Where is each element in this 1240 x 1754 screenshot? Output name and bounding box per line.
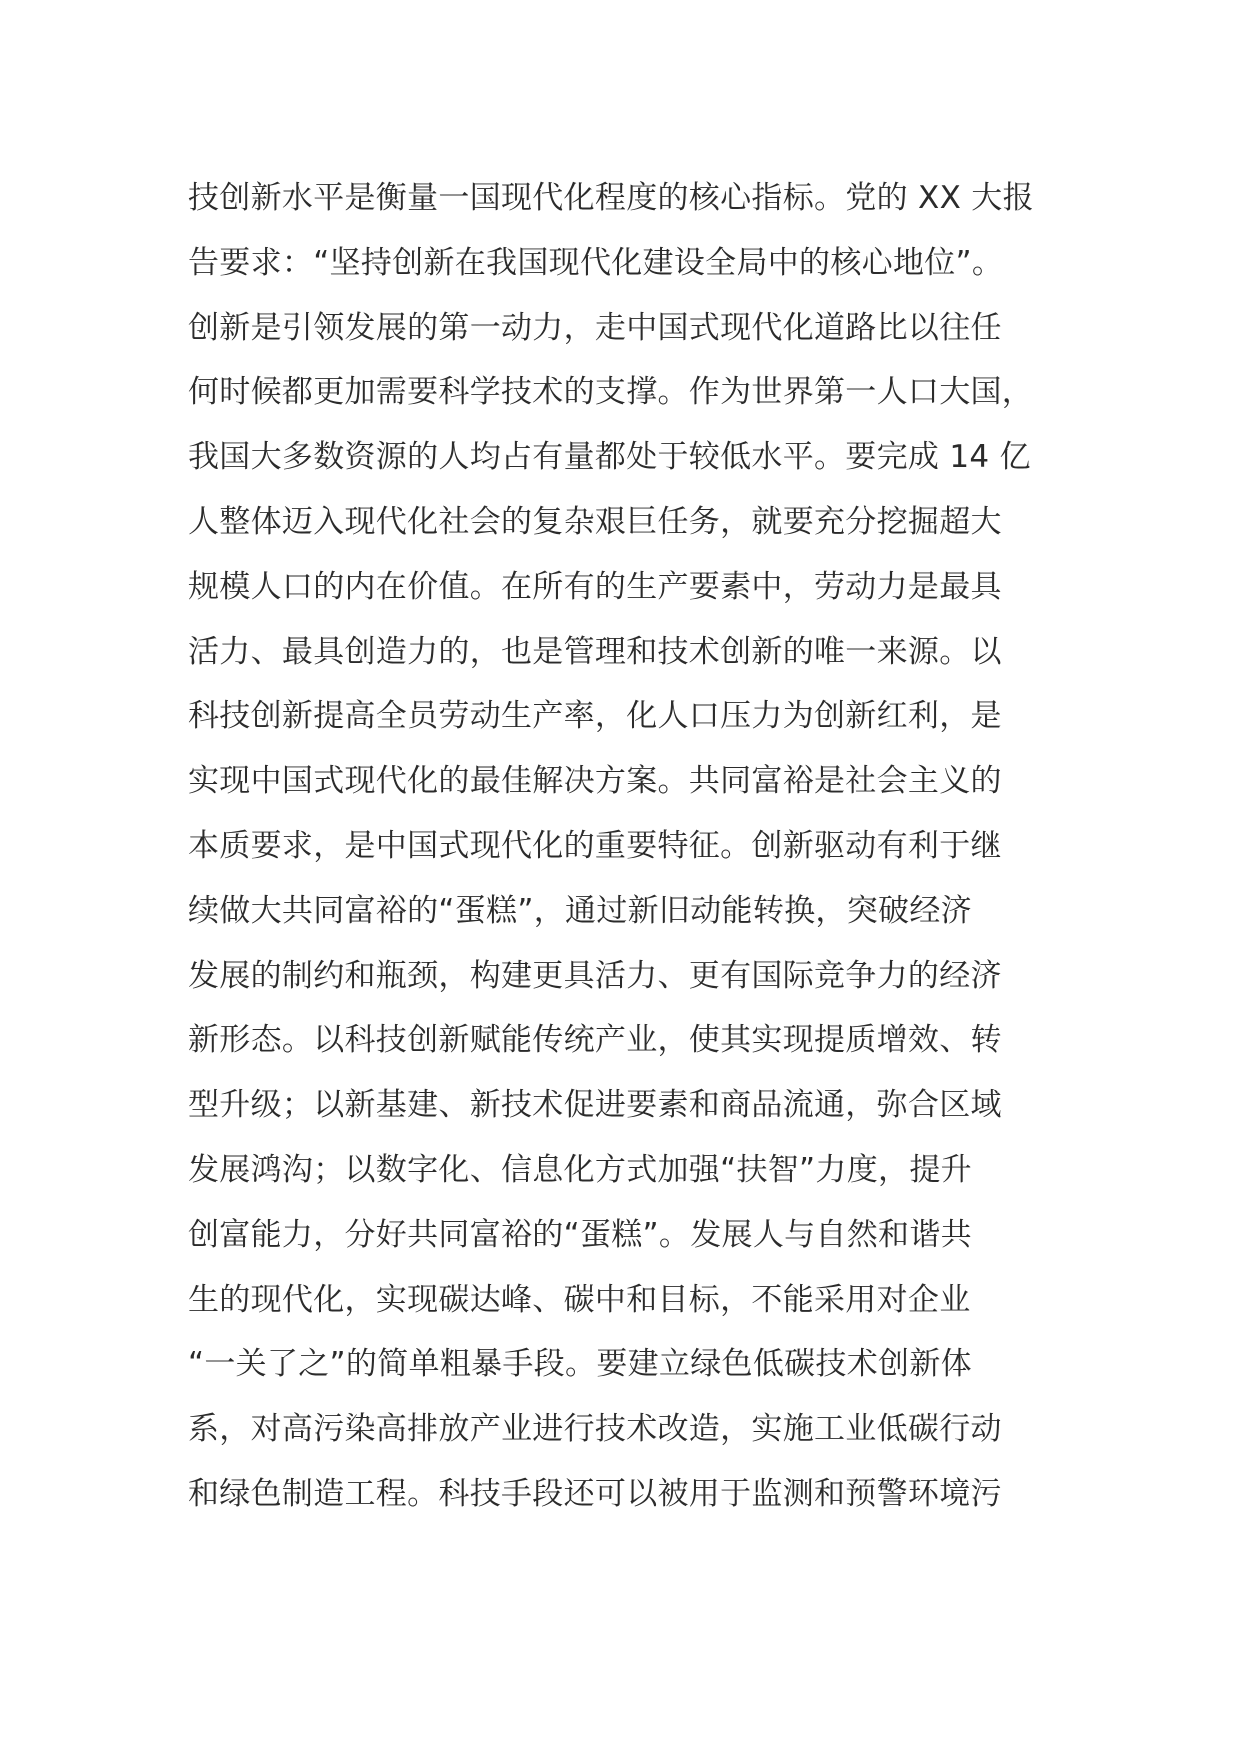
paragraph-line: 科技创新提高全员劳动生产率，化人口压力为创新红利，是 [188, 698, 1002, 735]
paragraph-line: 本质要求，是中国式现代化的重要特征。创新驱动有利于继 [188, 827, 1002, 864]
paragraph-line: 发展的制约和瓶颈，构建更具活力、更有国际竞争力的经济 [188, 957, 1002, 994]
paragraph-line: 系，对高污染高排放产业进行技术改造，实施工业低碳行动 [188, 1411, 1002, 1448]
paragraph-line: 型升级；以新基建、新技术促进要素和商品流通，弥合区域 [188, 1087, 1002, 1124]
paragraph-line: 实现中国式现代化的最佳解决方案。共同富裕是社会主义的 [188, 763, 1002, 800]
paragraph-line: 技创新水平是衡量一国现代化程度的核心指标。党的 XX 大报 [188, 180, 1034, 216]
paragraph-line: 我国大多数资源的人均占有量都处于较低水平。要完成 14 亿 [188, 439, 1031, 476]
body-paragraph [188, 166, 1068, 1527]
paragraph-line: 创富能力，分好共同富裕的“蛋糕”。发展人与自然和谐共 [188, 1216, 972, 1253]
paragraph-line: 活力、最具创造力的，也是管理和技术创新的唯一来源。以 [188, 633, 1002, 670]
paragraph-line: 告要求：“坚持创新在我国现代化建设全局中的核心地位”。 [188, 244, 1004, 281]
paragraph-line: 续做大共同富裕的“蛋糕”，通过新旧动能转换，突破经济 [188, 892, 972, 929]
paragraph-line: 何时候都更加需要科学技术的支撑。作为世界第一人口大国， [188, 374, 1034, 411]
paragraph-line: 人整体迈入现代化社会的复杂艰巨任务，就要充分挖掘超大 [188, 503, 1002, 540]
paragraph-line: 创新是引领发展的第一动力，走中国式现代化道路比以往任 [188, 309, 1002, 346]
paragraph-line: 发展鸿沟；以数字化、信息化方式加强“扶智”力度，提升 [188, 1151, 972, 1188]
paragraph-line: “一关了之”的简单粗暴手段。要建立绿色低碳技术创新体 [188, 1346, 972, 1383]
paragraph-line: 规模人口的内在价值。在所有的生产要素中，劳动力是最具 [188, 568, 1002, 605]
paragraph-line: 新形态。以科技创新赋能传统产业，使其实现提质增效、转 [188, 1022, 1002, 1059]
paragraph-line: 生的现代化，实现碳达峰、碳中和目标，不能采用对企业 [188, 1281, 971, 1318]
paragraph-line: 和绿色制造工程。科技手段还可以被用于监测和预警环境污 [188, 1475, 1002, 1512]
